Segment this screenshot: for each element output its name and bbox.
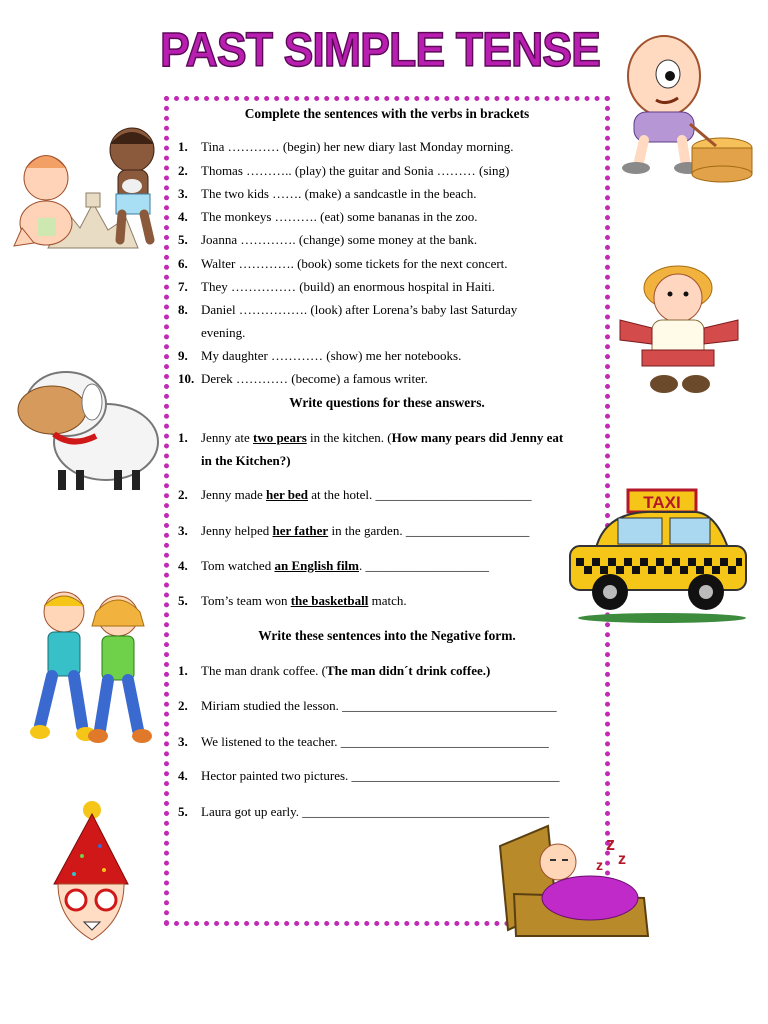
taxi-sign-text: TAXI <box>643 493 681 512</box>
section2-heading: Write questions for these answers. <box>289 395 485 410</box>
girl-doll-clipart <box>612 262 746 400</box>
list-item: 6. Walter …………. (book) some tickets for the next concert. <box>178 256 508 271</box>
svg-text:z: z <box>606 834 615 854</box>
section1-heading: Complete the sentences with the verbs in brackets <box>244 106 530 121</box>
list-item: 4. Hector painted two pictures. ________________________________ <box>178 768 560 783</box>
svg-text:z: z <box>596 857 603 873</box>
list-item: 10. Derek ………… (become) a famous writer. <box>178 371 428 386</box>
list-item: 3. The two kids ……. (make) a sandcastle in the beach. <box>178 186 477 201</box>
list-item: 1. Tina ………… (begin) her new diary last Monday morning. <box>178 139 514 154</box>
list-item: 5. Tom’s team won the basketball match. <box>178 593 407 608</box>
kids-sandcastle-clipart <box>8 118 168 258</box>
sleeping-suitcase-clipart <box>494 824 660 946</box>
page-title <box>150 14 610 76</box>
list-item: 3. Jenny helped her father in the garden. ___________________ <box>178 523 530 538</box>
list-item: 5. Laura got up early. ______________________________________ <box>178 804 550 819</box>
page-title-text: PAST SIMPLE TENSE <box>160 24 600 76</box>
svg-text:z: z <box>618 851 626 868</box>
list-item: 7. They …………… (build) an enormous hospital in Haiti. <box>178 279 495 294</box>
list-item: 2. Thomas ……….. (play) the guitar and Sonia ……… (sing) <box>178 163 510 178</box>
list-item: 8. Daniel ……………. (look) after Lorena’s baby last Saturday <box>178 302 518 317</box>
list-item: 1. The man drank coffee. (The man didn´t drink coffee.) <box>178 663 491 678</box>
list-item: 3. We listened to the teacher. ________________________________ <box>178 734 549 749</box>
children-walking-clipart <box>30 586 156 754</box>
list-item: 9. My daughter ………… (show) me her notebooks. <box>178 348 462 363</box>
boy-with-pie-clipart <box>606 16 758 184</box>
list-item-continuation: in the Kitchen?) <box>201 453 291 468</box>
list-item: 5. Joanna …………. (change) some money at the bank. <box>178 232 478 247</box>
sheep-clipart <box>10 358 160 500</box>
list-item: 4. Tom watched an English film. ___________________ <box>178 558 489 573</box>
list-item: 2. Miriam studied the lesson. _________________________________ <box>178 698 557 713</box>
list-item: 2. Jenny made her bed at the hotel. ________________________ <box>178 487 532 502</box>
taxi-clipart <box>566 488 752 624</box>
party-hat-face-clipart <box>44 800 136 944</box>
list-item: 4. The monkeys ………. (eat) some bananas in the zoo. <box>178 209 478 224</box>
list-item-continuation: evening. <box>201 325 246 340</box>
section3-heading: Write these sentences into the Negative form. <box>258 628 516 643</box>
list-item: 1. Jenny ate two pears in the kitchen. (How many pears did Jenny eat <box>178 430 564 445</box>
